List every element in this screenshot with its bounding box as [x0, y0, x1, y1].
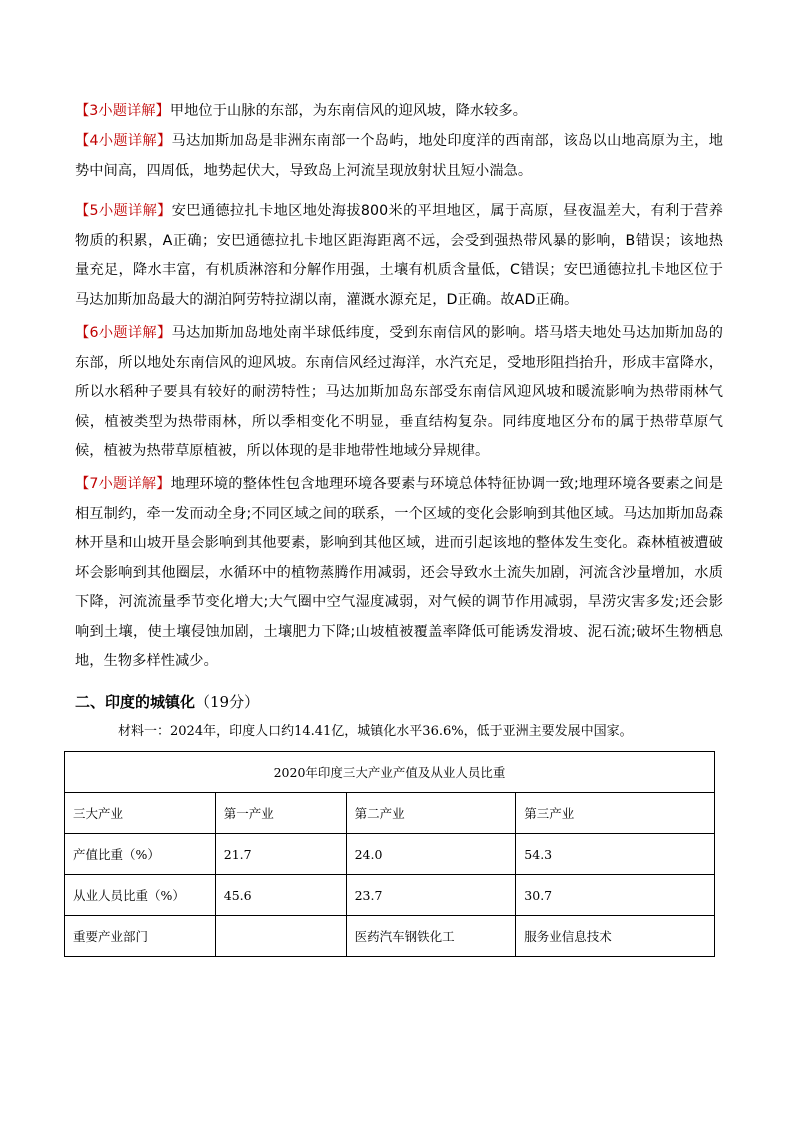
table-cell: [215, 916, 346, 957]
table-header-cell: 第三产业: [516, 793, 715, 834]
section-score: （19分）: [195, 693, 260, 711]
explanation-text: 马达加斯加岛是非洲东南部一个岛屿，地处印度洋的西南部，该岛以山地高原为主，地势中间高，四周低，地势起伏大，导致岛上河流呈现放射状且短小湍急。: [75, 133, 723, 179]
table-header-row: [65, 793, 715, 834]
table-cell: 产值比重（%）: [65, 834, 216, 875]
table-header-cell: 第二产业: [346, 793, 516, 834]
table-header-cell: 三大产业: [65, 793, 216, 834]
table-row: [65, 875, 715, 916]
table-cell: 21.7: [215, 834, 346, 875]
explanation-text: 安巴通德拉扎卡地区地处海拔800米的平坦地区，属于高原，昼夜温差大，有利于营养物质的积累，A正确；安巴通德拉扎卡地区距海距离不远，会受到强热带风暴的影响，B错误；该地热量充足，降水丰富，有机质淋溶和分解作用强，土壤有机质含量低，C错误；安巴通德拉扎卡地区位于马达加斯加岛最大的湖泊阿劳特拉湖以南，灌溉水源充足，D正确。故AD正确。: [75, 203, 724, 308]
table-cell: 30.7: [516, 875, 715, 916]
explanation-text: 地理环境的整体性包含地理环境各要素与环境总体特征协调一致;地理环境各要素之间是相互制约，牵一发而动全身;不同区域之间的联系，一个区域的变化会影响到其他区域。马达加斯加岛森林开垦和山坡开垦会影响到其他要素，影响到其他区域，进而引起该地的整体发生变化。森林植被遭破坏会影响到其他圈层，水循环中的植物蒸腾作用减弱，还会导致水土流失加剧，河流含沙量增加，水质下降，河流流量季节变化增大;大气圈中空气湿度减弱，对气候的调节作用减弱，旱涝灾害多发;还会影响到土壤，使土壤侵蚀加剧，土壤肥力下降;山坡植被覆盖率降低可能诱发滑坡、泥石流;破坏生物栖息地，生物多样性减少。: [75, 476, 723, 669]
table-cell: 服务业信息技术: [516, 916, 715, 957]
table-caption-row: [65, 752, 715, 793]
explanation-q5: [75, 197, 723, 315]
section-title: 二、印度的城镇化: [75, 693, 196, 711]
material-text: 材料一：2024年，印度人口约14.41亿，城镇化水平36.6%，低于亚洲主要发展中国家。: [118, 724, 633, 739]
explanation-tag: 【4小题详解】: [75, 133, 172, 149]
table-cell: 24.0: [346, 834, 516, 875]
table-header-cell: 第一产业: [215, 793, 346, 834]
explanation-tag: 【7小题详解】: [75, 476, 171, 492]
explanation-q6: [75, 319, 723, 467]
table-cell: 重要产业部门: [65, 916, 216, 957]
table-cell: 54.3: [516, 834, 715, 875]
table-cell: 从业人员比重（%）: [65, 875, 216, 916]
table-cell: 医药汽车钢铁化工: [346, 916, 516, 957]
table-cell: 45.6: [215, 875, 346, 916]
explanation-tag: 【6小题详解】: [75, 325, 172, 341]
explanation-tag: 【5小题详解】: [75, 203, 172, 219]
explanation-text: 甲地位于山脉的东部，为东南信风的迎风坡，降水较多。: [169, 103, 528, 119]
table-cell: 23.7: [346, 875, 516, 916]
industry-table: [64, 751, 715, 957]
table-row: [65, 916, 715, 957]
section-heading: [75, 690, 259, 714]
table-row: [65, 834, 715, 875]
explanation-q4: [75, 127, 723, 186]
explanation-tag: 【3小题详解】: [75, 103, 170, 119]
explanation-q7: [75, 470, 723, 677]
explanation-q3: [75, 97, 723, 127]
explanation-text: 马达加斯加岛地处南半球低纬度，受到东南信风的影响。塔马塔夫地处马达加斯加岛的东部，所以地处东南信风的迎风坡。东南信风经过海洋，水汽充足，受地形阻挡抬升，形成丰富降水，所以水稻种子要具有较好的耐涝特性；马达加斯加岛东部受东南信风迎风坡和暖流影响为热带雨林气候，植被类型为热带雨林，所以季相变化不明显，垂直结构复杂。同纬度地区分布的属于热带草原气候，植被为热带草原植被，所以体现的是非地带性地域分异规律。: [75, 325, 723, 459]
table-caption: 2020年印度三大产业产值及从业人员比重: [65, 752, 715, 793]
